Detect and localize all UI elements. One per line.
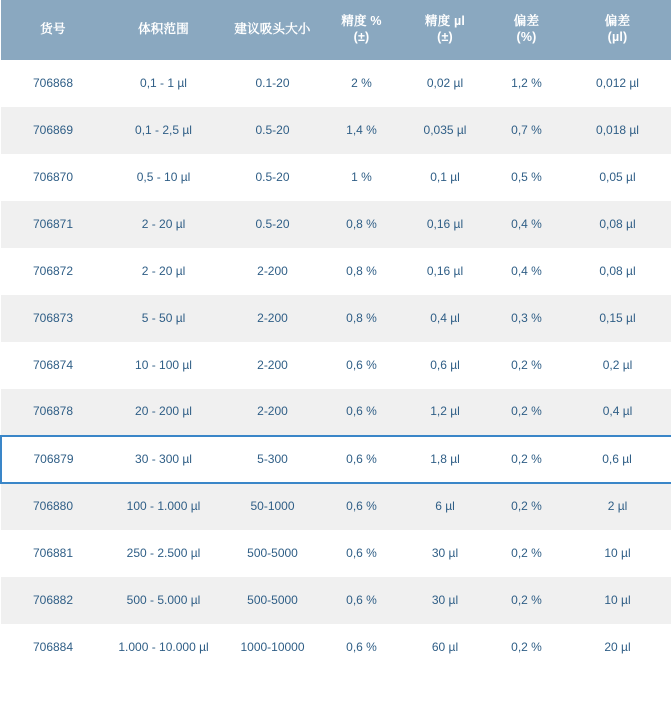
cell-deviation-ul: 0,4 µl: [563, 389, 671, 436]
table-body: [1, 60, 671, 671]
cell-deviation-percent: 0,2 %: [490, 483, 563, 530]
table-row[interactable]: [1, 107, 671, 154]
cell-article-number: 706872: [1, 248, 105, 295]
cell-deviation-ul: 0,15 µl: [563, 295, 671, 342]
cell-deviation-percent: 0,2 %: [490, 624, 563, 671]
cell-accuracy-ul: 0,1 µl: [400, 154, 490, 201]
cell-article-number: 706879: [1, 436, 105, 483]
cell-deviation-percent: 1,2 %: [490, 60, 563, 107]
cell-article-number: 706884: [1, 624, 105, 671]
cell-deviation-ul: 0,012 µl: [563, 60, 671, 107]
cell-deviation-percent: 0,2 %: [490, 530, 563, 577]
cell-volume-range: 30 - 300 µl: [105, 436, 222, 483]
cell-accuracy-ul: 30 µl: [400, 530, 490, 577]
cell-article-number: 706870: [1, 154, 105, 201]
cell-volume-range: 2 - 20 µl: [105, 201, 222, 248]
cell-accuracy-percent: 0,6 %: [323, 342, 400, 389]
cell-article-number: 706869: [1, 107, 105, 154]
cell-volume-range: 250 - 2.500 µl: [105, 530, 222, 577]
cell-deviation-percent: 0,2 %: [490, 389, 563, 436]
cell-tip-size: 2-200: [222, 389, 323, 436]
cell-volume-range: 10 - 100 µl: [105, 342, 222, 389]
column-header-tip-size[interactable]: 建议吸头大小: [222, 0, 323, 60]
cell-accuracy-percent: 0,6 %: [323, 530, 400, 577]
cell-tip-size: 0.5-20: [222, 107, 323, 154]
column-header-article-number[interactable]: 货号: [1, 0, 105, 60]
cell-article-number: 706874: [1, 342, 105, 389]
cell-accuracy-percent: 0,8 %: [323, 201, 400, 248]
cell-accuracy-ul: 6 µl: [400, 483, 490, 530]
cell-article-number: 706871: [1, 201, 105, 248]
table-row[interactable]: [1, 342, 671, 389]
cell-accuracy-percent: 2 %: [323, 60, 400, 107]
cell-accuracy-ul: 30 µl: [400, 577, 490, 624]
cell-deviation-percent: 0,2 %: [490, 342, 563, 389]
cell-deviation-ul: 0,6 µl: [563, 436, 671, 483]
table-row[interactable]: [1, 201, 671, 248]
cell-tip-size: 50-1000: [222, 483, 323, 530]
cell-accuracy-percent: 1,4 %: [323, 107, 400, 154]
cell-volume-range: 20 - 200 µl: [105, 389, 222, 436]
cell-volume-range: 500 - 5.000 µl: [105, 577, 222, 624]
cell-volume-range: 5 - 50 µl: [105, 295, 222, 342]
cell-deviation-percent: 0,7 %: [490, 107, 563, 154]
cell-accuracy-percent: 0,6 %: [323, 483, 400, 530]
cell-deviation-percent: 0,4 %: [490, 248, 563, 295]
cell-accuracy-percent: 0,8 %: [323, 248, 400, 295]
table-row[interactable]: [1, 60, 671, 107]
table-row[interactable]: [1, 154, 671, 201]
cell-deviation-ul: 0,2 µl: [563, 342, 671, 389]
cell-article-number: 706880: [1, 483, 105, 530]
cell-deviation-percent: 0,5 %: [490, 154, 563, 201]
table-row[interactable]: [1, 248, 671, 295]
table-row[interactable]: [1, 577, 671, 624]
table-row[interactable]: [1, 483, 671, 530]
cell-article-number: 706882: [1, 577, 105, 624]
cell-volume-range: 0,1 - 2,5 µl: [105, 107, 222, 154]
cell-deviation-percent: 0,2 %: [490, 577, 563, 624]
table-row[interactable]: [1, 295, 671, 342]
cell-tip-size: 0.5-20: [222, 201, 323, 248]
cell-accuracy-percent: 0,8 %: [323, 295, 400, 342]
cell-accuracy-ul: 60 µl: [400, 624, 490, 671]
cell-deviation-ul: 10 µl: [563, 530, 671, 577]
cell-volume-range: 1.000 - 10.000 µl: [105, 624, 222, 671]
cell-volume-range: 100 - 1.000 µl: [105, 483, 222, 530]
cell-article-number: 706873: [1, 295, 105, 342]
cell-volume-range: 0,1 - 1 µl: [105, 60, 222, 107]
cell-deviation-ul: 0,018 µl: [563, 107, 671, 154]
cell-deviation-ul: 0,08 µl: [563, 201, 671, 248]
cell-accuracy-ul: 0,16 µl: [400, 248, 490, 295]
cell-accuracy-ul: 0,16 µl: [400, 201, 490, 248]
cell-deviation-ul: 0,05 µl: [563, 154, 671, 201]
cell-accuracy-percent: 0,6 %: [323, 624, 400, 671]
cell-tip-size: 0.5-20: [222, 154, 323, 201]
cell-tip-size: 0.1-20: [222, 60, 323, 107]
table-row[interactable]: [1, 624, 671, 671]
cell-tip-size: 500-5000: [222, 577, 323, 624]
cell-tip-size: 5-300: [222, 436, 323, 483]
table-header-row: [1, 0, 671, 60]
table-row[interactable]: [1, 530, 671, 577]
column-header-deviation-ul[interactable]: 偏差 (µl): [563, 0, 671, 60]
cell-deviation-ul: 10 µl: [563, 577, 671, 624]
cell-tip-size: 2-200: [222, 295, 323, 342]
cell-deviation-ul: 0,08 µl: [563, 248, 671, 295]
column-header-accuracy-ul[interactable]: 精度 µl (±): [400, 0, 490, 60]
cell-deviation-percent: 0,2 %: [490, 436, 563, 483]
cell-tip-size: 500-5000: [222, 530, 323, 577]
cell-accuracy-percent: 0,6 %: [323, 436, 400, 483]
column-header-accuracy-percent[interactable]: 精度 % (±): [323, 0, 400, 60]
cell-article-number: 706878: [1, 389, 105, 436]
cell-deviation-percent: 0,4 %: [490, 201, 563, 248]
cell-volume-range: 0,5 - 10 µl: [105, 154, 222, 201]
cell-tip-size: 1000-10000: [222, 624, 323, 671]
cell-deviation-ul: 2 µl: [563, 483, 671, 530]
cell-accuracy-ul: 0,4 µl: [400, 295, 490, 342]
cell-deviation-percent: 0,3 %: [490, 295, 563, 342]
cell-article-number: 706881: [1, 530, 105, 577]
cell-accuracy-percent: 0,6 %: [323, 577, 400, 624]
cell-deviation-ul: 20 µl: [563, 624, 671, 671]
cell-accuracy-ul: 1,2 µl: [400, 389, 490, 436]
table-row[interactable]: [1, 389, 671, 436]
cell-tip-size: 2-200: [222, 342, 323, 389]
cell-accuracy-ul: 1,8 µl: [400, 436, 490, 483]
cell-accuracy-percent: 1 %: [323, 154, 400, 201]
column-header-volume-range[interactable]: 体积范围: [105, 0, 222, 60]
table-row-selected[interactable]: [1, 436, 671, 483]
cell-accuracy-ul: 0,02 µl: [400, 60, 490, 107]
cell-accuracy-ul: 0,6 µl: [400, 342, 490, 389]
cell-tip-size: 2-200: [222, 248, 323, 295]
cell-accuracy-ul: 0,035 µl: [400, 107, 490, 154]
cell-article-number: 706868: [1, 60, 105, 107]
column-header-deviation-percent[interactable]: 偏差 (%): [490, 0, 563, 60]
cell-accuracy-percent: 0,6 %: [323, 389, 400, 436]
table-header: [1, 0, 671, 60]
cell-volume-range: 2 - 20 µl: [105, 248, 222, 295]
